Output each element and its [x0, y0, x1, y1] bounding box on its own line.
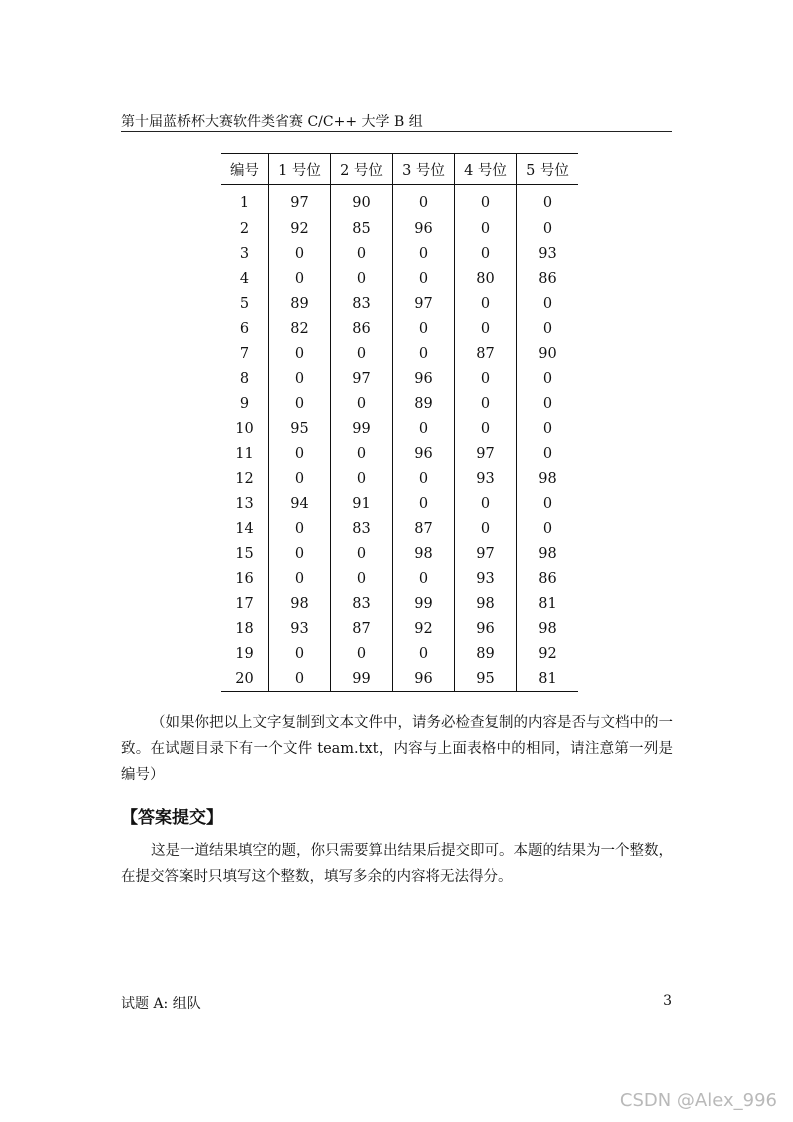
score-cell-pos1: 0: [269, 666, 331, 692]
score-cell-pos2: 0: [331, 441, 393, 466]
table-row: [221, 391, 578, 416]
score-cell-pos4: 97: [455, 441, 517, 466]
score-cell-pos5: 0: [517, 366, 579, 391]
score-cell-pos1: 0: [269, 466, 331, 491]
score-cell-pos2: 91: [331, 491, 393, 516]
score-cell-pos5: 0: [517, 416, 579, 441]
score-cell-pos4: 0: [455, 391, 517, 416]
page-header-title: 第十届蓝桥杯大赛软件类省赛 C/C++ 大学 B 组: [121, 114, 423, 130]
row-id-cell: 6: [239, 320, 250, 337]
score-cell-pos1: 0: [269, 241, 331, 266]
row-id-cell: 4: [239, 270, 250, 287]
score-cell-pos5: 92: [517, 641, 579, 666]
footer-problem-title: 试题 A: 组队: [121, 996, 201, 1012]
score-cell-pos3: 92: [393, 616, 455, 641]
score-cell-pos2: 83: [331, 291, 393, 316]
score-cell-pos4: 0: [455, 416, 517, 441]
score-cell-pos5: 86: [517, 566, 579, 591]
score-cell-pos4: 0: [455, 291, 517, 316]
score-cell-pos2: 0: [331, 466, 393, 491]
column-header-pos2: 2 号位: [331, 154, 393, 185]
table-row: [221, 516, 578, 541]
score-cell-pos1: 0: [269, 641, 331, 666]
score-cell-pos2: 0: [331, 241, 393, 266]
score-cell-pos3: 0: [393, 341, 455, 366]
row-id-cell: 13: [235, 495, 254, 512]
row-id-cell: 9: [239, 395, 250, 412]
score-cell-pos4: 87: [455, 341, 517, 366]
score-cell-pos4: 97: [455, 541, 517, 566]
score-cell-pos5: 0: [517, 216, 579, 241]
score-cell-pos1: 93: [269, 616, 331, 641]
score-cell-pos2: 90: [331, 185, 393, 217]
table-row: [221, 216, 578, 241]
row-id-cell: 15: [235, 545, 254, 562]
table-row: [221, 491, 578, 516]
table-row: [221, 241, 578, 266]
score-cell-pos4: 89: [455, 641, 517, 666]
score-cell-pos1: 98: [269, 591, 331, 616]
score-cell-pos5: 0: [517, 441, 579, 466]
score-cell-pos4: 80: [455, 266, 517, 291]
row-id-cell: 18: [235, 620, 254, 637]
score-cell-pos2: 0: [331, 341, 393, 366]
score-table: [221, 153, 578, 692]
score-cell-pos2: 0: [331, 266, 393, 291]
row-id-cell: 5: [239, 295, 250, 312]
row-id-cell: 16: [235, 570, 254, 587]
table-row: [221, 541, 578, 566]
score-cell-pos1: 0: [269, 566, 331, 591]
row-id-cell: 19: [235, 645, 254, 662]
row-id-cell: 11: [235, 445, 254, 462]
score-cell-pos1: 0: [269, 266, 331, 291]
row-id-cell: 3: [239, 245, 250, 262]
header-rule: [121, 131, 672, 132]
score-cell-pos2: 0: [331, 641, 393, 666]
row-id-cell: 7: [239, 345, 250, 362]
score-cell-pos5: 81: [517, 591, 579, 616]
score-cell-pos3: 0: [393, 416, 455, 441]
score-cell-pos3: 89: [393, 391, 455, 416]
row-id-cell: 17: [235, 595, 254, 612]
score-cell-pos5: 0: [517, 391, 579, 416]
column-header-pos4: 4 号位: [455, 154, 517, 185]
table-row: [221, 366, 578, 391]
column-header-pos3: 3 号位: [393, 154, 455, 185]
score-cell-pos5: 0: [517, 291, 579, 316]
score-cell-pos4: 93: [455, 466, 517, 491]
score-cell-pos4: 0: [455, 491, 517, 516]
score-cell-pos2: 0: [331, 541, 393, 566]
score-cell-pos1: 0: [269, 391, 331, 416]
table-row: [221, 291, 578, 316]
score-cell-pos5: 90: [517, 341, 579, 366]
score-cell-pos2: 87: [331, 616, 393, 641]
score-cell-pos3: 96: [393, 666, 455, 692]
score-cell-pos3: 87: [393, 516, 455, 541]
score-cell-pos3: 0: [393, 641, 455, 666]
table-row: [221, 185, 578, 217]
score-cell-pos2: 0: [331, 391, 393, 416]
table-row: [221, 441, 578, 466]
row-id-cell: 20: [235, 670, 254, 687]
score-cell-pos4: 0: [455, 185, 517, 217]
table-row: [221, 341, 578, 366]
row-id-cell: 12: [235, 470, 254, 487]
row-id-cell: 8: [239, 370, 250, 387]
score-cell-pos3: 98: [393, 541, 455, 566]
table-header: [221, 154, 578, 185]
score-cell-pos1: 0: [269, 341, 331, 366]
score-cell-pos5: 81: [517, 666, 579, 692]
score-cell-pos3: 99: [393, 591, 455, 616]
score-cell-pos1: 89: [269, 291, 331, 316]
score-cell-pos4: 0: [455, 366, 517, 391]
score-cell-pos5: 98: [517, 466, 579, 491]
table-row: [221, 316, 578, 341]
score-cell-pos1: 0: [269, 366, 331, 391]
note-paragraph: （如果你把以上文字复制到文本文件中，请务必检查复制的内容是否与文档中的一致。在试题目录下有一个文件 team.txt，内容与上面表格中的相同，请注意第一列是编号）: [121, 715, 673, 783]
table-row: [221, 641, 578, 666]
score-cell-pos2: 83: [331, 516, 393, 541]
score-cell-pos5: 0: [517, 516, 579, 541]
table-row: [221, 466, 578, 491]
score-cell-pos3: 97: [393, 291, 455, 316]
score-cell-pos5: 93: [517, 241, 579, 266]
score-cell-pos2: 99: [331, 416, 393, 441]
score-cell-pos3: 0: [393, 185, 455, 217]
table-row: [221, 416, 578, 441]
score-cell-pos3: 0: [393, 491, 455, 516]
score-cell-pos3: 0: [393, 466, 455, 491]
score-cell-pos3: 0: [393, 566, 455, 591]
score-cell-pos5: 98: [517, 541, 579, 566]
column-header-id: 编号: [230, 162, 259, 179]
score-cell-pos2: 83: [331, 591, 393, 616]
score-cell-pos3: 96: [393, 441, 455, 466]
score-cell-pos1: 95: [269, 416, 331, 441]
score-cell-pos5: 0: [517, 316, 579, 341]
score-cell-pos4: 98: [455, 591, 517, 616]
score-cell-pos1: 97: [269, 185, 331, 217]
score-cell-pos1: 92: [269, 216, 331, 241]
score-cell-pos2: 86: [331, 316, 393, 341]
score-cell-pos3: 0: [393, 316, 455, 341]
answer-heading: 【答案提交】: [121, 808, 223, 828]
score-cell-pos3: 0: [393, 241, 455, 266]
row-id-cell: 2: [239, 220, 250, 237]
column-header-pos5: 5 号位: [517, 154, 579, 185]
score-cell-pos3: 96: [393, 366, 455, 391]
score-cell-pos1: 94: [269, 491, 331, 516]
score-cell-pos3: 0: [393, 266, 455, 291]
footer-page-number: 3: [663, 993, 672, 1009]
score-cell-pos1: 0: [269, 441, 331, 466]
table-row: [221, 666, 578, 692]
score-cell-pos4: 93: [455, 566, 517, 591]
score-cell-pos2: 85: [331, 216, 393, 241]
answer-body: 这是一道结果填空的题，你只需要算出结果后提交即可。本题的结果为一个整数，在提交答案时只填写这个整数，填写多余的内容将无法得分。: [121, 843, 673, 885]
score-cell-pos4: 96: [455, 616, 517, 641]
score-cell-pos5: 86: [517, 266, 579, 291]
score-cell-pos5: 0: [517, 185, 579, 217]
score-cell-pos2: 97: [331, 366, 393, 391]
score-cell-pos4: 0: [455, 216, 517, 241]
table-row: [221, 566, 578, 591]
score-cell-pos4: 0: [455, 241, 517, 266]
column-header-pos1: 1 号位: [269, 154, 331, 185]
score-cell-pos5: 0: [517, 491, 579, 516]
table-row: [221, 591, 578, 616]
table-row: [221, 616, 578, 641]
score-cell-pos1: 0: [269, 541, 331, 566]
score-cell-pos1: 82: [269, 316, 331, 341]
score-cell-pos4: 95: [455, 666, 517, 692]
score-cell-pos5: 98: [517, 616, 579, 641]
table-header-row: [221, 154, 578, 185]
row-id-cell: 14: [235, 520, 254, 537]
row-id-cell: 1: [239, 194, 250, 211]
row-id-cell: 10: [235, 420, 254, 437]
score-cell-pos1: 0: [269, 516, 331, 541]
score-cell-pos3: 96: [393, 216, 455, 241]
table-row: [221, 266, 578, 291]
score-cell-pos4: 0: [455, 316, 517, 341]
score-cell-pos4: 0: [455, 516, 517, 541]
table-body: [221, 185, 578, 692]
score-cell-pos2: 99: [331, 666, 393, 692]
score-cell-pos2: 0: [331, 566, 393, 591]
csdn-watermark: CSDN @Alex_996: [619, 1090, 777, 1111]
